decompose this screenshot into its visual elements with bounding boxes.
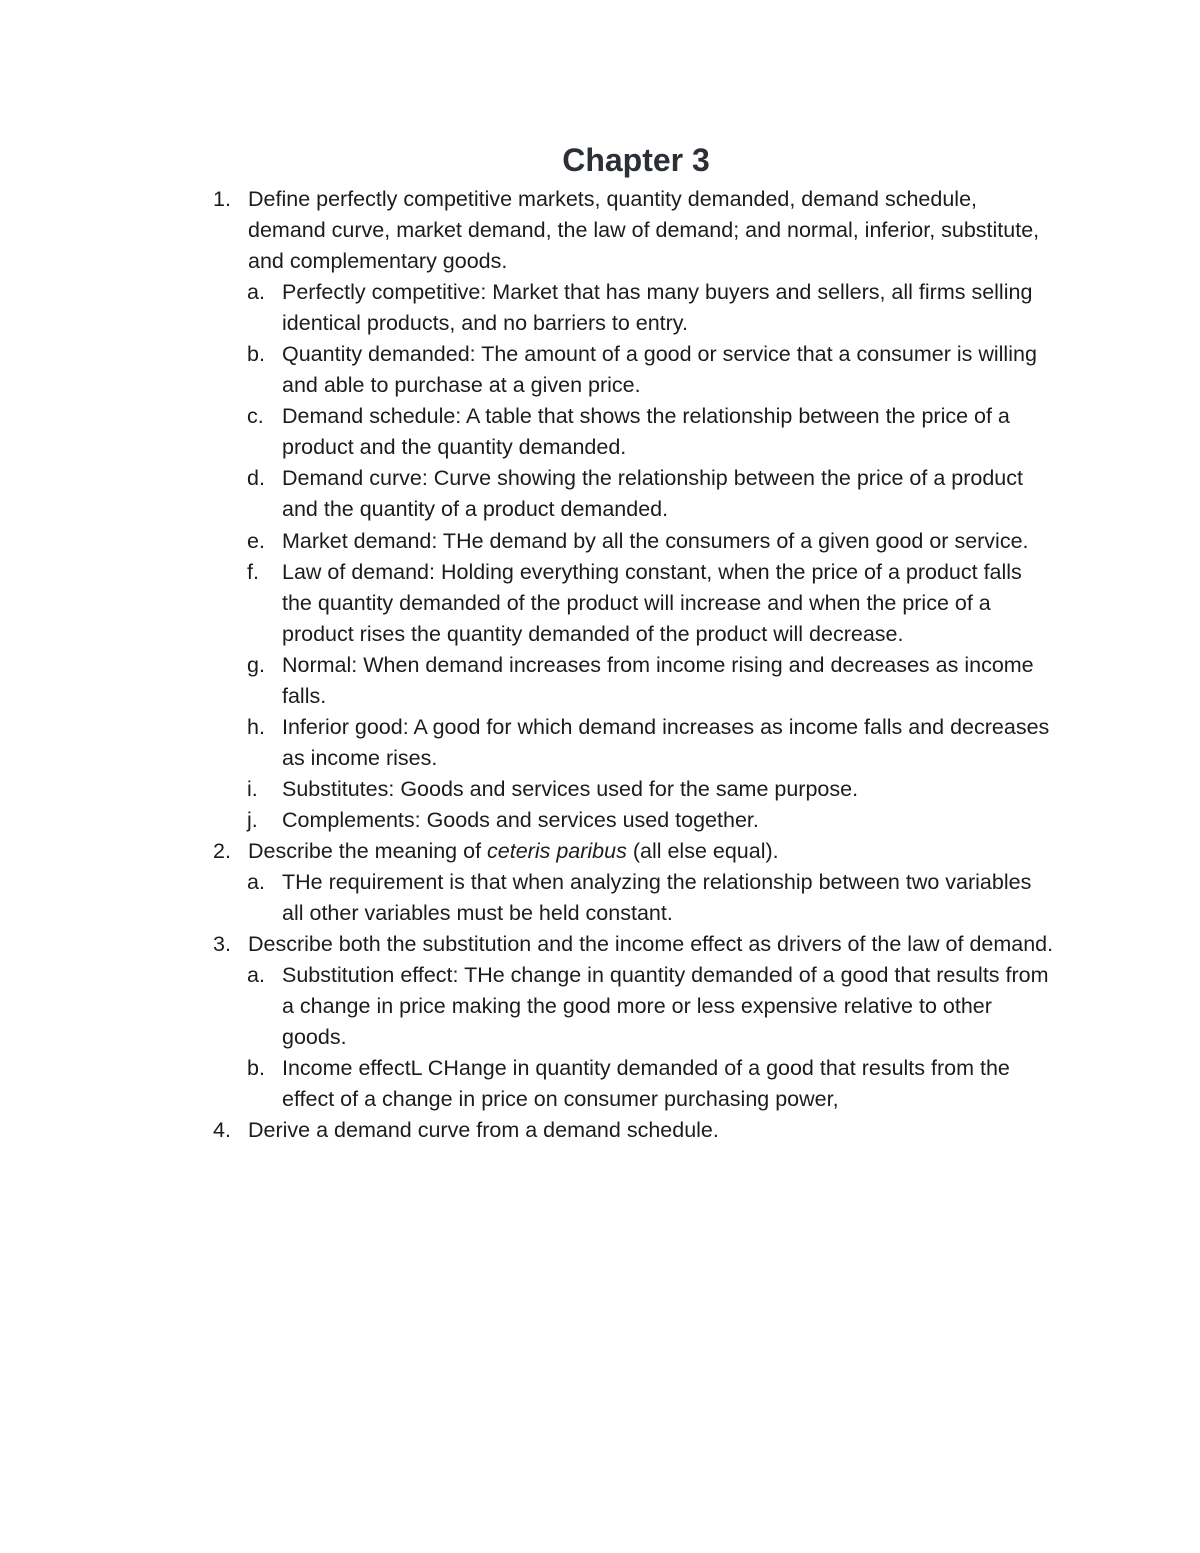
question-number: 4.	[213, 1118, 231, 1143]
answer-text: Income effectL CHange in quantity demanded of a good that results from the effect of a change in price on consumer purchasing power,	[282, 1056, 1010, 1112]
answer-text: Market demand: THe demand by all the consumers of a given good or service.	[282, 528, 1029, 553]
question-text-end: (all else equal).	[626, 838, 779, 863]
question-text	[248, 836, 1058, 867]
answer-letter: f.	[247, 559, 259, 584]
answer-letter: b.	[247, 1056, 265, 1081]
answer-text: Perfectly competitive: Market that has many buyers and sellers, all firms selling identical products, and no barriers to entry.	[282, 280, 1033, 336]
answer-item	[0, 526, 1200, 557]
answer-text: Inferior good: A good for which demand increases as income falls and decreases as income rises.	[282, 714, 1050, 770]
question-text: Describe both the substitution and the income effect as drivers of the law of demand.	[248, 932, 1054, 957]
answer-text: THe requirement is that when analyzing the relationship between two variables all other variables must be held constant.	[282, 870, 1032, 926]
page-title: Chapter 3	[562, 142, 710, 178]
answer-text: Complements: Goods and services used together.	[282, 807, 759, 832]
question-number: 1.	[213, 187, 231, 211]
answer-letter: h.	[247, 714, 265, 739]
answer-text: Demand curve: Curve showing the relationship between the price of a product and the quantity of a product demanded.	[282, 466, 1023, 522]
answer-item	[0, 401, 1200, 463]
question-text: Define perfectly competitive markets, quantity demanded, demand schedule, demand curve, market demand, the law of demand; and normal, inferior, substitute, and complementary goods.	[248, 187, 1040, 274]
answer-letter: a.	[247, 963, 265, 988]
answer-item	[0, 867, 1200, 929]
answer-letter: g.	[247, 652, 265, 677]
answer-text: Demand schedule: A table that shows the relationship between the price of a product and the quantity demanded.	[282, 404, 1010, 460]
answer-item	[0, 557, 1200, 650]
answer-item	[0, 805, 1200, 836]
answer-text: Substitutes: Goods and services used for the same purpose.	[282, 776, 859, 801]
answer-text: Quantity demanded: The amount of a good or service that a consumer is willing and able to purchase at a given price.	[282, 342, 1037, 398]
answer-letter: i.	[247, 776, 258, 801]
answer-letter: a.	[247, 280, 265, 305]
question-item	[0, 184, 1200, 836]
answer-item	[0, 650, 1200, 712]
answer-letter: j.	[247, 807, 258, 832]
answer-item	[0, 277, 1200, 339]
answer-text: Law of demand: Holding everything constant, when the price of a product falls the quantity demanded of the product will increase and when the price of a product rises the quantity demanded of the product will decrease.	[282, 559, 1022, 646]
answer-text: Normal: When demand increases from income rising and decreases as income falls.	[282, 652, 1034, 708]
question-number: 3.	[213, 932, 231, 957]
answer-item	[0, 1053, 1200, 1115]
answer-list	[0, 867, 1200, 929]
answer-text: Substitution effect: THe change in quantity demanded of a good that results from a change in price making the good more or less expensive relative to other goods.	[282, 963, 1049, 1050]
question-number: 2.	[213, 838, 231, 863]
question-list	[0, 184, 1200, 1146]
answer-item	[0, 712, 1200, 774]
question-text-start: Describe the meaning of	[248, 838, 488, 863]
answer-item	[0, 774, 1200, 805]
answer-letter: a.	[247, 870, 265, 895]
answer-item	[0, 339, 1200, 401]
question-item	[0, 1115, 1200, 1146]
question-text-italic: ceteris paribus	[487, 838, 627, 863]
question-text: Derive a demand curve from a demand schedule.	[248, 1118, 719, 1143]
question-item	[0, 836, 1200, 929]
answer-letter: b.	[247, 342, 265, 367]
answer-item	[0, 960, 1200, 1053]
answer-item	[0, 463, 1200, 525]
answer-letter: c.	[247, 404, 264, 429]
answer-letter: e.	[247, 528, 265, 553]
answer-list	[0, 277, 1200, 836]
answer-letter: d.	[247, 466, 265, 491]
answer-list	[0, 960, 1200, 1115]
question-item	[0, 929, 1200, 1115]
